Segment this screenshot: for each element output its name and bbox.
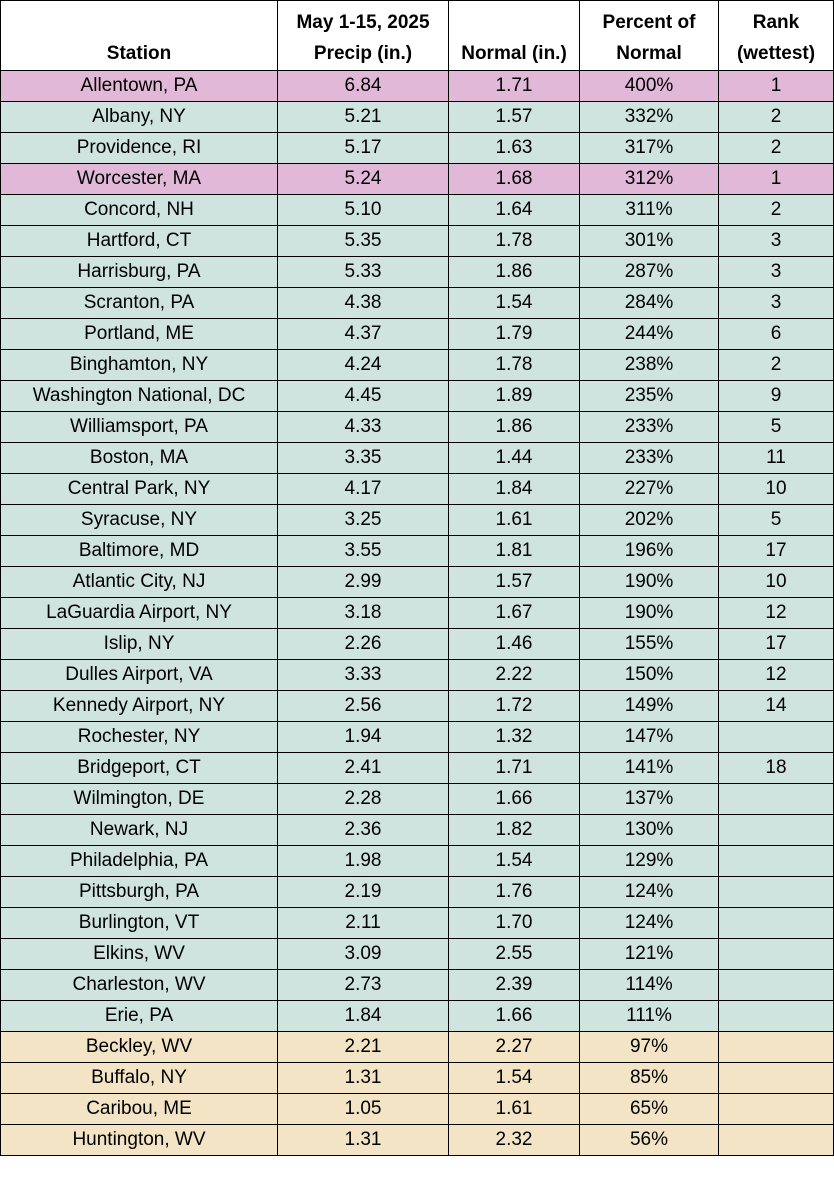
header-normal [449,1,580,71]
percent-cell: 65% [580,1094,719,1125]
header-percent [580,1,719,71]
precip-cell: 2.21 [278,1032,449,1063]
table-row [1,350,834,381]
station-cell: Bridgeport, CT [1,753,278,784]
station-cell: Boston, MA [1,443,278,474]
station-cell: Dulles Airport, VA [1,660,278,691]
percent-cell: 196% [580,536,719,567]
table-row [1,412,834,443]
rank-cell: 17 [719,536,834,567]
normal-cell: 2.27 [449,1032,580,1063]
rank-cell: 3 [719,288,834,319]
station-cell: Baltimore, MD [1,536,278,567]
precip-cell: 3.25 [278,505,449,536]
percent-cell: 284% [580,288,719,319]
rank-cell [719,815,834,846]
percent-cell: 301% [580,226,719,257]
precip-cell: 1.31 [278,1063,449,1094]
rank-cell: 18 [719,753,834,784]
percent-cell: 155% [580,629,719,660]
precip-cell: 1.84 [278,1001,449,1032]
rank-cell: 2 [719,102,834,133]
station-cell: Wilmington, DE [1,784,278,815]
precip-cell: 5.21 [278,102,449,133]
precip-cell: 2.41 [278,753,449,784]
table-row [1,381,834,412]
normal-cell: 2.32 [449,1125,580,1156]
table-row [1,257,834,288]
normal-cell: 1.86 [449,257,580,288]
precip-cell: 4.17 [278,474,449,505]
normal-cell: 2.22 [449,660,580,691]
percent-cell: 121% [580,939,719,970]
percent-cell: 311% [580,195,719,226]
precip-cell: 2.11 [278,908,449,939]
normal-cell: 1.67 [449,598,580,629]
station-cell: Scranton, PA [1,288,278,319]
table-row [1,784,834,815]
normal-cell: 1.84 [449,474,580,505]
rank-cell: 5 [719,505,834,536]
rank-cell: 6 [719,319,834,350]
table-row [1,1094,834,1125]
percent-cell: 238% [580,350,719,381]
station-cell: Hartford, CT [1,226,278,257]
station-cell: Binghamton, NY [1,350,278,381]
rank-cell [719,970,834,1001]
station-cell: LaGuardia Airport, NY [1,598,278,629]
rank-cell [719,1032,834,1063]
header-line-1: May 1-15, 2025 [296,12,430,33]
precip-cell: 3.18 [278,598,449,629]
station-cell: Burlington, VT [1,908,278,939]
normal-cell: 1.82 [449,815,580,846]
precip-cell: 3.35 [278,443,449,474]
percent-cell: 332% [580,102,719,133]
percent-cell: 97% [580,1032,719,1063]
percent-cell: 190% [580,598,719,629]
header-line-1: Percent of [602,12,696,33]
station-cell: Huntington, WV [1,1125,278,1156]
rank-cell [719,1094,834,1125]
precip-cell: 2.99 [278,567,449,598]
percent-cell: 129% [580,846,719,877]
rank-cell: 2 [719,350,834,381]
normal-cell: 1.79 [449,319,580,350]
normal-cell: 1.86 [449,412,580,443]
table-row [1,629,834,660]
table-row [1,660,834,691]
precip-cell: 1.98 [278,846,449,877]
header-line-2: Station [106,43,172,64]
table-row [1,877,834,908]
table-row [1,536,834,567]
station-cell: Allentown, PA [1,71,278,102]
rank-cell: 10 [719,474,834,505]
header-line-2: Precip (in.) [313,43,413,64]
header-rank [719,1,834,71]
rank-cell: 2 [719,133,834,164]
table-row [1,1001,834,1032]
header-station [1,1,278,71]
precip-cell: 4.38 [278,288,449,319]
header-row [1,1,834,71]
rank-cell [719,939,834,970]
precip-cell: 3.09 [278,939,449,970]
normal-cell: 2.39 [449,970,580,1001]
normal-cell: 1.44 [449,443,580,474]
station-cell: Central Park, NY [1,474,278,505]
rank-cell: 14 [719,691,834,722]
percent-cell: 235% [580,381,719,412]
precip-cell: 2.26 [278,629,449,660]
station-cell: Erie, PA [1,1001,278,1032]
station-cell: Pittsburgh, PA [1,877,278,908]
precip-cell: 5.33 [278,257,449,288]
header-line-2: (wettest) [736,43,816,64]
station-cell: Atlantic City, NJ [1,567,278,598]
normal-cell: 1.72 [449,691,580,722]
precip-cell: 2.28 [278,784,449,815]
percent-cell: 124% [580,877,719,908]
normal-cell: 1.81 [449,536,580,567]
normal-cell: 1.70 [449,908,580,939]
station-cell: Syracuse, NY [1,505,278,536]
table-row [1,691,834,722]
precip-cell: 5.35 [278,226,449,257]
precip-cell: 5.10 [278,195,449,226]
rank-cell: 11 [719,443,834,474]
rank-cell: 9 [719,381,834,412]
table-row [1,319,834,350]
precip-cell: 3.55 [278,536,449,567]
table-row [1,133,834,164]
station-cell: Islip, NY [1,629,278,660]
normal-cell: 1.57 [449,567,580,598]
rank-cell: 2 [719,195,834,226]
normal-cell: 1.54 [449,1063,580,1094]
table-row [1,970,834,1001]
normal-cell: 1.68 [449,164,580,195]
percent-cell: 233% [580,443,719,474]
normal-cell: 1.78 [449,226,580,257]
percent-cell: 141% [580,753,719,784]
percent-cell: 149% [580,691,719,722]
table-row [1,505,834,536]
table-row [1,815,834,846]
table-row [1,474,834,505]
precip-cell: 1.31 [278,1125,449,1156]
normal-cell: 1.61 [449,1094,580,1125]
precip-cell: 1.05 [278,1094,449,1125]
table-row [1,753,834,784]
station-cell: Beckley, WV [1,1032,278,1063]
precip-cell: 4.24 [278,350,449,381]
percent-cell: 137% [580,784,719,815]
rank-cell [719,784,834,815]
percent-cell: 400% [580,71,719,102]
station-cell: Worcester, MA [1,164,278,195]
table-row [1,722,834,753]
table-row [1,1032,834,1063]
precip-cell: 3.33 [278,660,449,691]
station-cell: Elkins, WV [1,939,278,970]
percent-cell: 287% [580,257,719,288]
header-line-2: Normal [616,43,682,64]
precip-cell: 1.94 [278,722,449,753]
normal-cell: 1.71 [449,71,580,102]
rank-cell: 1 [719,71,834,102]
rank-cell [719,908,834,939]
percent-cell: 150% [580,660,719,691]
station-cell: Williamsport, PA [1,412,278,443]
percent-cell: 130% [580,815,719,846]
header-line-2: Normal (in.) [461,43,567,64]
percent-cell: 114% [580,970,719,1001]
rank-cell: 1 [719,164,834,195]
table-row [1,567,834,598]
rank-cell [719,1125,834,1156]
rank-cell [719,722,834,753]
rank-cell: 12 [719,598,834,629]
table-row [1,226,834,257]
rank-cell [719,846,834,877]
header-line-1: Rank [752,12,800,33]
table-row [1,288,834,319]
percent-cell: 227% [580,474,719,505]
rank-cell: 3 [719,257,834,288]
station-cell: Portland, ME [1,319,278,350]
rank-cell: 10 [719,567,834,598]
percent-cell: 56% [580,1125,719,1156]
station-cell: Charleston, WV [1,970,278,1001]
station-cell: Harrisburg, PA [1,257,278,288]
normal-cell: 2.55 [449,939,580,970]
station-cell: Rochester, NY [1,722,278,753]
precip-cell: 5.24 [278,164,449,195]
table-row [1,164,834,195]
table-row [1,1125,834,1156]
normal-cell: 1.54 [449,288,580,319]
table-row [1,102,834,133]
table-body [1,71,834,1156]
table-header [1,1,834,71]
precip-cell: 4.37 [278,319,449,350]
normal-cell: 1.64 [449,195,580,226]
precip-cell: 4.45 [278,381,449,412]
rank-cell [719,1063,834,1094]
table-row [1,908,834,939]
normal-cell: 1.57 [449,102,580,133]
rank-cell [719,1001,834,1032]
normal-cell: 1.32 [449,722,580,753]
precip-cell: 2.56 [278,691,449,722]
percent-cell: 317% [580,133,719,164]
rank-cell: 17 [719,629,834,660]
percent-cell: 147% [580,722,719,753]
rank-cell: 12 [719,660,834,691]
normal-cell: 1.46 [449,629,580,660]
station-cell: Washington National, DC [1,381,278,412]
station-cell: Philadelphia, PA [1,846,278,877]
normal-cell: 1.66 [449,784,580,815]
rank-cell: 3 [719,226,834,257]
percent-cell: 111% [580,1001,719,1032]
precip-cell: 2.73 [278,970,449,1001]
header-precip [278,1,449,71]
percent-cell: 202% [580,505,719,536]
percent-cell: 190% [580,567,719,598]
normal-cell: 1.63 [449,133,580,164]
rank-cell: 5 [719,412,834,443]
percent-cell: 124% [580,908,719,939]
percent-cell: 312% [580,164,719,195]
precip-cell: 4.33 [278,412,449,443]
station-cell: Buffalo, NY [1,1063,278,1094]
normal-cell: 1.71 [449,753,580,784]
normal-cell: 1.89 [449,381,580,412]
precip-cell: 2.19 [278,877,449,908]
table-row [1,939,834,970]
precip-cell: 5.17 [278,133,449,164]
table-row [1,71,834,102]
percent-cell: 85% [580,1063,719,1094]
station-cell: Kennedy Airport, NY [1,691,278,722]
percent-cell: 244% [580,319,719,350]
normal-cell: 1.78 [449,350,580,381]
station-cell: Albany, NY [1,102,278,133]
table-row [1,195,834,226]
station-cell: Concord, NH [1,195,278,226]
normal-cell: 1.66 [449,1001,580,1032]
table-row [1,846,834,877]
station-cell: Providence, RI [1,133,278,164]
precip-cell: 6.84 [278,71,449,102]
normal-cell: 1.61 [449,505,580,536]
normal-cell: 1.54 [449,846,580,877]
normal-cell: 1.76 [449,877,580,908]
table-row [1,1063,834,1094]
table-row [1,598,834,629]
table-row [1,443,834,474]
rank-cell [719,877,834,908]
station-cell: Newark, NJ [1,815,278,846]
station-cell: Caribou, ME [1,1094,278,1125]
precip-cell: 2.36 [278,815,449,846]
percent-cell: 233% [580,412,719,443]
